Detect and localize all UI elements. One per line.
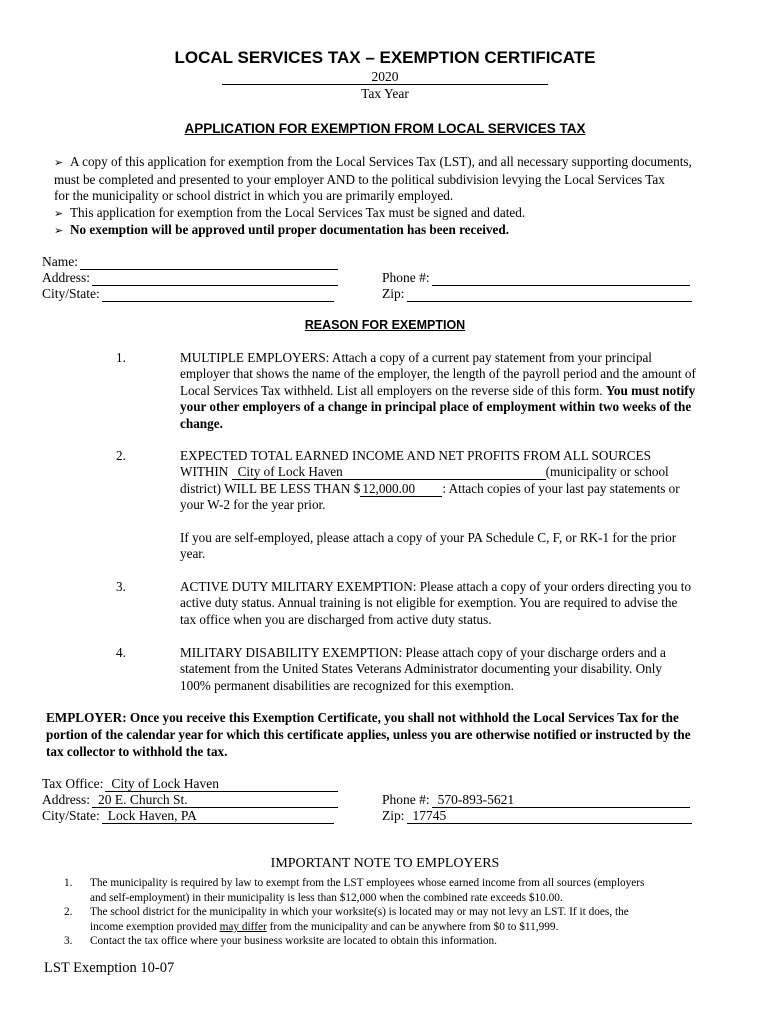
form-number-footer: LST Exemption 10-07 — [44, 960, 175, 976]
tax-office-city-input[interactable]: Lock Haven, PA — [102, 808, 334, 824]
note-line: The municipality is required by law to exempt from the LST employees whose earned income from all sources (employers — [90, 877, 645, 889]
applicant-city-field — [42, 286, 334, 302]
applicant-city-input[interactable] — [102, 286, 334, 302]
employer-note-heading: IMPORTANT NOTE TO EMPLOYERS — [270, 856, 500, 871]
instruction-item — [54, 222, 754, 240]
note-line: The school district for the municipality in which your worksite(s) is located may or may not levy an LST. If it does, the — [90, 906, 629, 919]
application-subtitle: APPLICATION FOR EXEMPTION FROM LOCAL SERVICES TAX — [184, 121, 586, 136]
reason-text — [180, 645, 736, 694]
instruction-text: for the municipality or school district in which you are primarily employed. — [54, 188, 454, 203]
instruction-text: A copy of this application for exemption from the Local Services Tax (LST), and all necessary supporting documents, — [70, 154, 692, 169]
notice-line: tax collector to withhold the tax. — [46, 744, 228, 759]
tax-office-city-field — [42, 808, 334, 824]
document-title: LOCAL SERVICES TAX – EXEMPTION CERTIFICATE — [174, 48, 596, 67]
reason-line: EXPECTED TOTAL EARNED INCOME AND NET PROFITS FROM ALL SOURCES — [180, 448, 651, 463]
note-item — [64, 934, 724, 949]
tax-office-address-input[interactable]: 20 E. Church St. — [92, 792, 338, 808]
reason-line — [180, 464, 736, 480]
instruction-text: No exemption will be approved until proper documentation has been received. — [70, 222, 509, 237]
reason-line-text: (municipality or school — [545, 464, 669, 480]
reason-line — [180, 383, 736, 399]
note-number: 3. — [64, 935, 73, 948]
spacer — [180, 514, 736, 530]
instruction-item — [54, 205, 754, 223]
field-label: Address: — [42, 792, 90, 807]
arrow-bullet-icon: ➢ — [54, 157, 64, 169]
field-label: Zip: — [382, 808, 405, 823]
income-limit-field[interactable]: 12,000.00 — [360, 482, 442, 497]
reason-number: 1. — [116, 350, 126, 365]
reason-line: MULTIPLE EMPLOYERS: Attach a copy of a current pay statement from your principal — [180, 350, 652, 365]
field-label: Phone #: — [382, 270, 430, 285]
note-item — [64, 905, 724, 934]
note-item — [64, 876, 724, 905]
reason-line-text: WITHIN — [180, 464, 229, 480]
note-number: 1. — [64, 877, 73, 889]
reason-text — [180, 579, 736, 628]
note-line: Contact the tax office where your business worksite are located to obtain this information. — [90, 935, 497, 948]
tax-year-value[interactable]: 2020 — [222, 69, 548, 85]
note-text: from the municipality and can be anywhere from $0 to $11,999. — [266, 920, 559, 933]
instruction-text: must be completed and presented to your employer AND to the political subdivision levying the Local Services Tax — [54, 171, 665, 187]
field-label: City/State: — [42, 286, 100, 301]
note-text: income exemption provided — [90, 920, 220, 933]
tax-office-name-input[interactable]: City of Lock Haven — [105, 776, 338, 792]
applicant-name-field — [42, 254, 338, 270]
arrow-bullet-icon: ➢ — [54, 207, 64, 220]
applicant-zip-input[interactable] — [407, 286, 693, 302]
reason-line: your W-2 for the year prior. — [180, 497, 326, 513]
tax-office-zip-input[interactable]: 17745 — [407, 808, 693, 824]
instruction-text: This application for exemption from the Local Services Tax must be signed and dated. — [70, 204, 526, 220]
reason-text — [180, 350, 736, 432]
tax-year-caption: Tax Year — [361, 86, 409, 101]
applicant-phone-field — [382, 270, 690, 286]
field-label: City/State: — [42, 808, 100, 823]
applicant-phone-input[interactable] — [432, 270, 690, 286]
employer-notes-list — [64, 876, 724, 949]
notice-line: EMPLOYER: Once you receive this Exemption Certificate, you shall not withhold the Local Services Tax for the — [46, 710, 679, 725]
reason-text — [180, 448, 736, 562]
reason-line-text: Local Services Tax withheld. List all employers on the reverse side of this form. — [180, 382, 603, 398]
tax-office-zip-field — [382, 808, 692, 824]
note-emphasis: may differ — [219, 920, 267, 933]
reason-line: tax office when you are discharged from active duty status. — [180, 611, 492, 627]
field-label: Name: — [42, 254, 78, 269]
tax-office-address-field — [42, 792, 338, 808]
reason-line: If you are self-employed, please attach a copy of your PA Schedule C, F, or RK-1 for the prior — [180, 529, 677, 545]
reason-line: 100% permanent disabilities are recognized for this exemption. — [180, 677, 514, 693]
reason-line-emphasis: change. — [180, 415, 223, 431]
reason-number: 3. — [116, 579, 126, 594]
instructions-list — [54, 154, 754, 240]
reason-line-emphasis: your other employers of a change in principal place of employment within two weeks of the — [180, 399, 692, 415]
reason-heading: REASON FOR EXEMPTION — [304, 318, 466, 332]
field-label: Phone #: — [382, 792, 430, 807]
note-line — [90, 920, 724, 935]
reason-line: statement from the United States Veterans Administrator documenting your disability. Only — [180, 661, 662, 677]
reason-line-text: : Attach copies of your last pay statements or — [442, 480, 680, 496]
reason-line-emphasis: You must notify — [605, 382, 696, 398]
note-line: and self-employment) in their municipality is less than $12,000 when the combined rate exceeds $10.00. — [90, 891, 563, 904]
arrow-bullet-icon: ➢ — [54, 225, 64, 237]
reason-line: employer that shows the name of the employer, the length of the payroll period and the amount of — [180, 366, 696, 382]
tax-office-phone-field — [382, 792, 690, 808]
reason-line: active duty status. Annual training is not eligible for exemption. You are required to advise the — [180, 595, 678, 611]
notice-line: portion of the calendar year for which this certificate applies, unless you are otherwise notified or instructed by the — [46, 727, 691, 742]
reason-line-text: district) WILL BE LESS THAN $ — [180, 480, 361, 496]
applicant-zip-field — [382, 286, 692, 302]
note-number: 2. — [64, 906, 73, 919]
employer-notice — [46, 709, 726, 760]
field-label: Address: — [42, 270, 90, 285]
applicant-name-input[interactable] — [80, 254, 338, 270]
applicant-address-input[interactable] — [92, 270, 338, 286]
reason-line — [180, 481, 736, 497]
municipality-field[interactable]: City of Lock Haven — [232, 465, 546, 480]
applicant-address-field — [42, 270, 338, 286]
reason-line: MILITARY DISABILITY EXEMPTION: Please attach copy of your discharge orders and a — [180, 645, 666, 660]
reason-number: 2. — [116, 448, 126, 463]
tax-office-name-field — [42, 776, 338, 792]
reason-line: ACTIVE DUTY MILITARY EXEMPTION: Please attach a copy of your orders directing you to — [180, 579, 692, 594]
reason-line: year. — [180, 546, 206, 562]
field-label: Zip: — [382, 286, 405, 301]
field-label: Tax Office: — [42, 776, 104, 791]
tax-office-phone-input[interactable]: 570-893-5621 — [432, 792, 690, 808]
reason-number: 4. — [116, 645, 126, 660]
instruction-item — [54, 154, 754, 172]
